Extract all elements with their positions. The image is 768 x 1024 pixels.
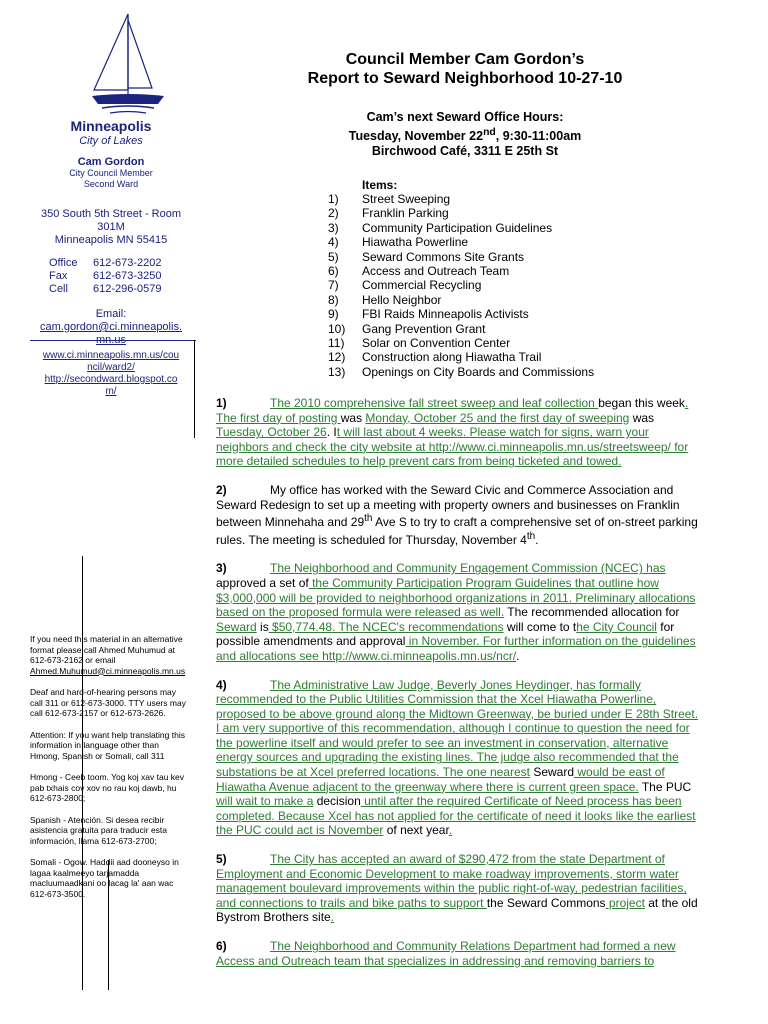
notice-paragraph: Spanish - Atención. Si desea recibir asistencia gratuita para traducir esta información, llama 612-673-2700; — [30, 814, 168, 846]
list-item — [328, 365, 594, 379]
item-number: 4) — [328, 235, 339, 250]
section-text: began this week — [598, 396, 685, 410]
item-number: 11) — [328, 336, 345, 351]
list-item — [328, 206, 594, 220]
contact-label: Fax — [49, 270, 68, 282]
notice-text: If you need this material in an alternative format please call Ahmed Muhumud at 612-673-2162 or email — [30, 634, 183, 665]
email-label: Email: — [95, 308, 127, 320]
section-number: 4) — [216, 677, 227, 692]
item-number: 7) — [328, 278, 339, 293]
section-link[interactable]: . The first day of posting — [216, 396, 689, 425]
section-street-sweeping — [216, 396, 702, 469]
address-line: 301M — [97, 221, 125, 233]
section-hiawatha-powerline — [216, 678, 702, 839]
item-number: 2) — [328, 206, 339, 221]
section-link[interactable]: the Community Participation Program Guidelines that outline how $3,000,000 will be provided to neighborhood organizations in 2011. Preliminary allocations based on the proposed formula were released as well. — [216, 575, 696, 620]
section-link[interactable]: in November. For further information on the guidelines and allocations see http://www.ci.minneapolis.mn.us/ncr/ — [216, 634, 696, 663]
sidebar — [28, 118, 194, 347]
section-link[interactable]: he City Council — [576, 619, 657, 634]
item-text: FBI Raids Minneapolis Activists — [362, 307, 529, 322]
section-text: decision — [313, 794, 361, 809]
section-text: was — [340, 410, 366, 425]
ward-label: Second Ward — [83, 179, 139, 189]
section-text: Ave S to try to craft a comprehensive set of on-street parking rules. The meeting is scheduled for Thursday, November 4 — [216, 515, 698, 547]
contact-value: 612-673-3250 — [93, 270, 162, 282]
city-website-link[interactable] — [43, 350, 179, 373]
section-link[interactable]: . — [448, 823, 453, 838]
office-hours — [230, 110, 700, 159]
report-title — [230, 50, 700, 88]
list-item — [328, 192, 594, 206]
section-link[interactable]: Monday, October 25 and the first day of sweeping — [365, 410, 630, 425]
link-part: ncil/ward2/ — [87, 362, 135, 373]
contact-row — [49, 283, 194, 296]
section-link[interactable]: Seward — [216, 619, 257, 634]
item-text: Commercial Recycling — [362, 278, 482, 293]
title-line: Report to Seward Neighborhood 10-27-10 — [307, 70, 623, 87]
item-number: 9) — [328, 307, 339, 322]
contact-value: 612-296-0579 — [93, 283, 162, 295]
item-number: 1) — [328, 192, 339, 206]
list-item — [328, 322, 594, 336]
address-line: 350 South 5th Street - Room — [40, 208, 182, 220]
section-link[interactable]: . The NCEC's recommendations — [332, 619, 504, 634]
list-item — [328, 350, 594, 364]
item-number: 8) — [328, 292, 339, 307]
item-number: 10) — [328, 321, 346, 336]
council-member-name: Cam Gordon — [77, 156, 145, 168]
section-text: for possible amendments and approval — [216, 619, 675, 649]
item-number: 13) — [328, 364, 346, 379]
hours-heading: Cam’s next Seward Office Hours: — [366, 110, 564, 124]
hours-location: Birchwood Café, 3311 E 25th St — [371, 144, 559, 159]
item-number: 6) — [328, 264, 339, 279]
contact-row — [49, 257, 194, 270]
accessibility-notice — [30, 634, 190, 910]
city-name: Minneapolis — [70, 118, 152, 134]
section-text: the Seward Commons — [486, 895, 606, 910]
section-text: The — [638, 779, 666, 794]
notice-paragraph — [30, 634, 190, 676]
website-links — [28, 350, 194, 398]
section-text: . — [535, 532, 539, 547]
section-number: 5) — [216, 852, 227, 867]
section-link[interactable]: Tuesday, October 26 — [216, 425, 327, 440]
divider — [30, 340, 196, 341]
section-link[interactable]: The 2010 comprehensive fall street sweep and leaf collection — [270, 396, 599, 410]
section-text: PUC — [665, 779, 692, 794]
section-link[interactable]: The Administrative Law Judge, Beverly Jones Heydinger, has formally recommended to the Public Utilities Commission that the Xcel Hiawatha Powerline, proposed to be above ground along the Midtown Greenway, be buried under E 28th Street. I am very supportive of this recommendation, although I continue to question the need for the powerline itself and would prefer to see an investment in conservation, alternative energy sources and upgrading the existing lines. — [216, 677, 699, 765]
section-link[interactable]: The Neighborhood and Community Relations Department had formed a new Access and Outreach team that specializes in addressing and removing barriers to — [216, 939, 676, 968]
section-link[interactable]: The judge also recommended that the substations be at Xcel preferred locations. — [216, 750, 679, 780]
section-link[interactable]: The one nearest — [439, 765, 530, 780]
item-text: Solar on Convention Center — [362, 336, 511, 351]
address-line: Minneapolis MN 55415 — [54, 234, 168, 246]
item-text: Hiawatha Powerline — [362, 235, 469, 250]
item-text: Gang Prevention Grant — [362, 321, 486, 336]
item-text: Community Participation Guidelines — [362, 220, 553, 235]
item-text: Construction along Hiawatha Trail — [362, 350, 542, 365]
link-part: www.ci.minneapolis.mn.us/cou — [42, 350, 180, 361]
list-item — [328, 336, 594, 350]
email-part: mn.us — [96, 334, 126, 346]
section-number: 6) — [216, 939, 227, 953]
office-address — [28, 208, 194, 247]
section-link[interactable]: would be east of Hiawatha Avenue adjacent to the greenway where there is current green space. — [216, 765, 665, 794]
hours-text: Tuesday, November 22 — [348, 129, 484, 144]
section-number: 1) — [216, 396, 227, 410]
list-item — [328, 264, 594, 278]
email-link[interactable] — [40, 321, 182, 346]
section-access-outreach — [216, 939, 702, 968]
contact-row — [49, 270, 194, 283]
item-number: 12) — [328, 350, 346, 365]
section-participation-guidelines — [216, 561, 702, 663]
divider — [194, 340, 195, 438]
item-text: Street Sweeping — [362, 192, 451, 206]
item-text: Franklin Parking — [362, 206, 449, 221]
contact-value: 612-673-2202 — [93, 257, 162, 269]
section-link[interactable]: until after the required Certificate of Need process has been completed. Because Xcel has not applied for the certificate of need it looks like the earliest the PUC could act is November — [216, 794, 696, 838]
list-item — [328, 278, 594, 292]
section-text: at the old Bystrom Brothers site — [216, 895, 698, 925]
section-number: 2) — [216, 482, 227, 497]
section-text: will come to t — [503, 619, 577, 634]
item-text: Openings on City Boards and Commissions — [362, 364, 595, 379]
list-item — [328, 250, 594, 264]
section-seward-commons — [216, 852, 702, 925]
section-link[interactable]: The Neighborhood and Community Engagement Commission (NCEC) has — [270, 561, 666, 576]
item-number: 3) — [328, 220, 339, 235]
notice-paragraph: Attention: If you want help translating this information in language other than Hmong, Spanish or Somali, call 311 — [30, 729, 185, 761]
notice-paragraph: Hmong - Ceeb toom. Yog koj xav tau kev pab txhais cov xov no rau koj dawb, hu 612-673-2800; — [30, 772, 185, 803]
section-number: 3) — [216, 561, 227, 576]
link-part: http://secondward.blogspot.co — [44, 374, 178, 385]
section-text: Seward — [529, 765, 575, 780]
items-heading: Items: — [362, 178, 398, 192]
item-text: Access and Outreach Team — [362, 264, 510, 279]
email-block — [28, 308, 194, 347]
role-title: City Council Member — [69, 168, 153, 178]
item-text: Seward Commons Site Grants — [362, 249, 525, 264]
section-sup: th — [526, 530, 536, 542]
hours-text: , 9:30-11:00am — [495, 129, 582, 144]
notice-paragraph: Deaf and hard-of-hearing persons may call 311 or 612-673-3000. TTY users may call 612-673-2157 or 612-673-2626. — [30, 687, 186, 718]
section-link[interactable]: will wait to make a — [216, 794, 314, 809]
list-item — [328, 235, 594, 249]
section-link[interactable]: $50,774.48 — [268, 619, 333, 634]
section-text: The recommended allocation for — [504, 605, 680, 620]
email-part: cam.gordon@ci.minneapolis. — [39, 321, 182, 333]
minneapolis-logo — [88, 10, 168, 116]
section-text: . I — [326, 425, 337, 440]
list-item — [328, 307, 594, 321]
section-text: My office has worked with the Seward Civic and Commerce Association and Seward Redesign to set up a meeting with property owners and businesses on Franklin between Minnehaha and 29 — [216, 482, 680, 530]
list-item — [328, 221, 594, 235]
section-text: of next year — [383, 823, 449, 838]
section-franklin-parking — [216, 483, 702, 547]
list-item — [328, 293, 594, 307]
contact-list — [28, 257, 194, 296]
contact-label: Cell — [49, 283, 68, 295]
section-link[interactable]: . — [330, 910, 335, 925]
notice-email-link[interactable]: Ahmed.Muhumud@ci.minneapolis.mn.us — [30, 665, 186, 676]
section-text: was — [629, 410, 655, 425]
section-text: approved a set of — [216, 575, 309, 590]
item-number: 5) — [328, 249, 339, 264]
hours-date — [230, 125, 700, 144]
items-list — [328, 192, 594, 379]
contact-label: Office — [49, 257, 78, 269]
notice-paragraph: Somali - Ogow. Haddii aad dooneyso in lagaa kaalmeeyo tarjamadda macluumaadkani oo lacag la' aan wac 612-673-3500. — [30, 857, 179, 899]
link-part: m/ — [105, 386, 117, 397]
hours-sup: nd — [483, 127, 496, 138]
title-line: Council Member Cam Gordon’s — [345, 51, 585, 68]
section-link[interactable]: t will last about 4 weeks. Please watch for signs, warn your neighbors and check the city website at http://www.ci.minneapolis.mn.us/streetsweep/ for more detailed schedules to help prevent cars from being ticketed and towed. — [216, 425, 689, 469]
item-text: Hello Neighbor — [362, 292, 442, 307]
section-sup: th — [364, 513, 373, 525]
section-text: . — [516, 648, 520, 663]
report-body — [216, 396, 702, 982]
city-tagline: City of Lakes — [79, 135, 143, 147]
section-text: is — [256, 619, 269, 634]
section-link[interactable]: The City has accepted an award of $290,472 from the state Department of Employment and Economic Development to make roadway improvements, storm water management boulevard improvements within the public right-of-way, pedestrian facilities, and connections to trails and bike paths to support — [216, 852, 687, 910]
blog-link[interactable] — [45, 374, 178, 397]
section-link[interactable]: project — [605, 895, 645, 910]
